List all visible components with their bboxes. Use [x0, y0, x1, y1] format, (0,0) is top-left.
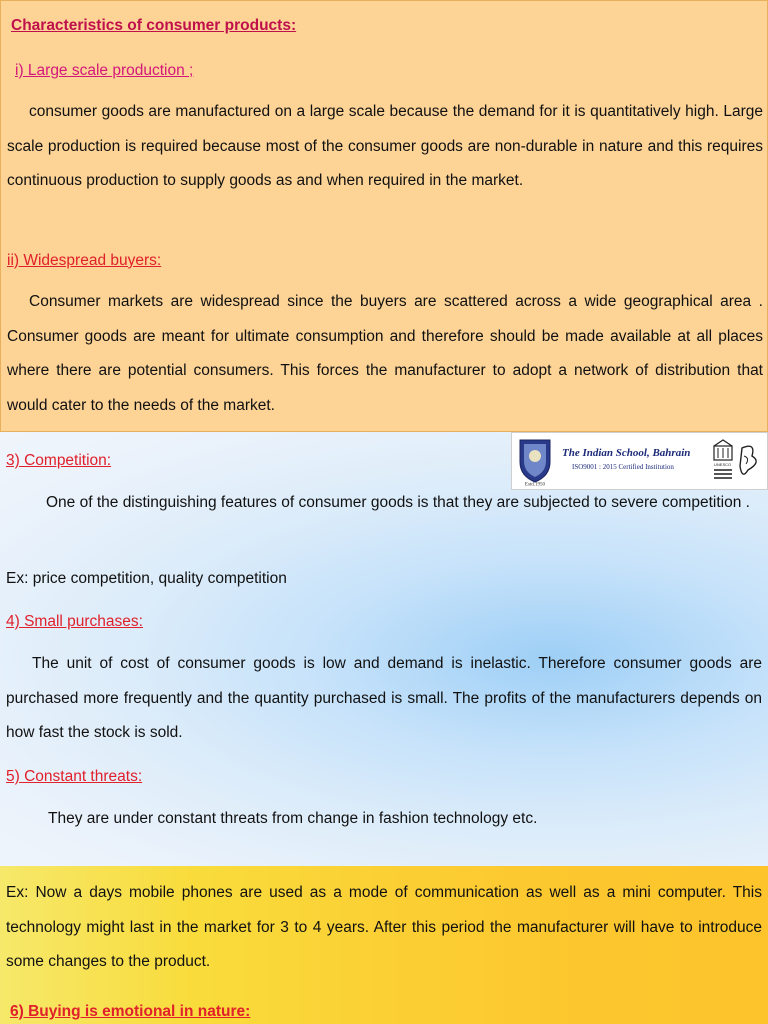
- point2-text: Consumer markets are widespread since the buyers are scattered across a wide geographical area . Consumer goods are meant for ultimate consumption and therefore should be made available at all places where there are potential consumers. This forces the manufacturer to adopt a network of distribution that would cater to the needs of the market.: [7, 293, 763, 414]
- point6-heading: 6) Buying is emotional in nature:: [10, 1003, 251, 1020]
- school-certification: ISO9001 : 2015 Certified Institution: [572, 463, 674, 471]
- example-text: Ex: Now a days mobile phones are used as a mode of communication as well as a mini computer. This technology might last in the market for 3 to 4 years. After this period the manufacturer will have to introduce some changes to the product.: [6, 884, 762, 970]
- point3-heading: 3) Competition:: [6, 452, 112, 469]
- unesco-label: UNESCO: [714, 462, 732, 467]
- slide-2: [0, 432, 768, 866]
- point4-heading: 4) Small purchases:: [6, 613, 143, 630]
- slide-3: [0, 866, 768, 1024]
- point5-heading: 5) Constant threats:: [6, 768, 143, 785]
- main-heading: Characteristics of consumer products:: [11, 17, 297, 34]
- point2-heading: ii) Widespread buyers:: [7, 252, 162, 269]
- slide-1: [0, 0, 768, 432]
- point5-text: They are under constant threats from change in fashion technology etc.: [48, 810, 538, 827]
- school-name: The Indian School, Bahrain: [562, 447, 691, 459]
- point4-text: The unit of cost of consumer goods is low and demand is inelastic. Therefore consumer goods are purchased more frequently and the quantity purchased is small. The profits of the manufacturers depends on how fast the stock is sold.: [6, 655, 762, 741]
- point3-text: One of the distinguishing features of consumer goods is that they are subjected to severe competition .: [46, 494, 750, 511]
- crest-year: Estd.1950: [524, 482, 546, 486]
- point3-example: Ex: price competition, quality competition: [6, 570, 287, 587]
- point1-heading: i) Large scale production ;: [15, 62, 194, 79]
- point1-text: consumer goods are manufactured on a large scale because the demand for it is quantitatively high. Large scale production is required because most of the consumer goods are non-durable in nature and this requires continuous production to supply goods as and when required in the market.: [7, 103, 763, 189]
